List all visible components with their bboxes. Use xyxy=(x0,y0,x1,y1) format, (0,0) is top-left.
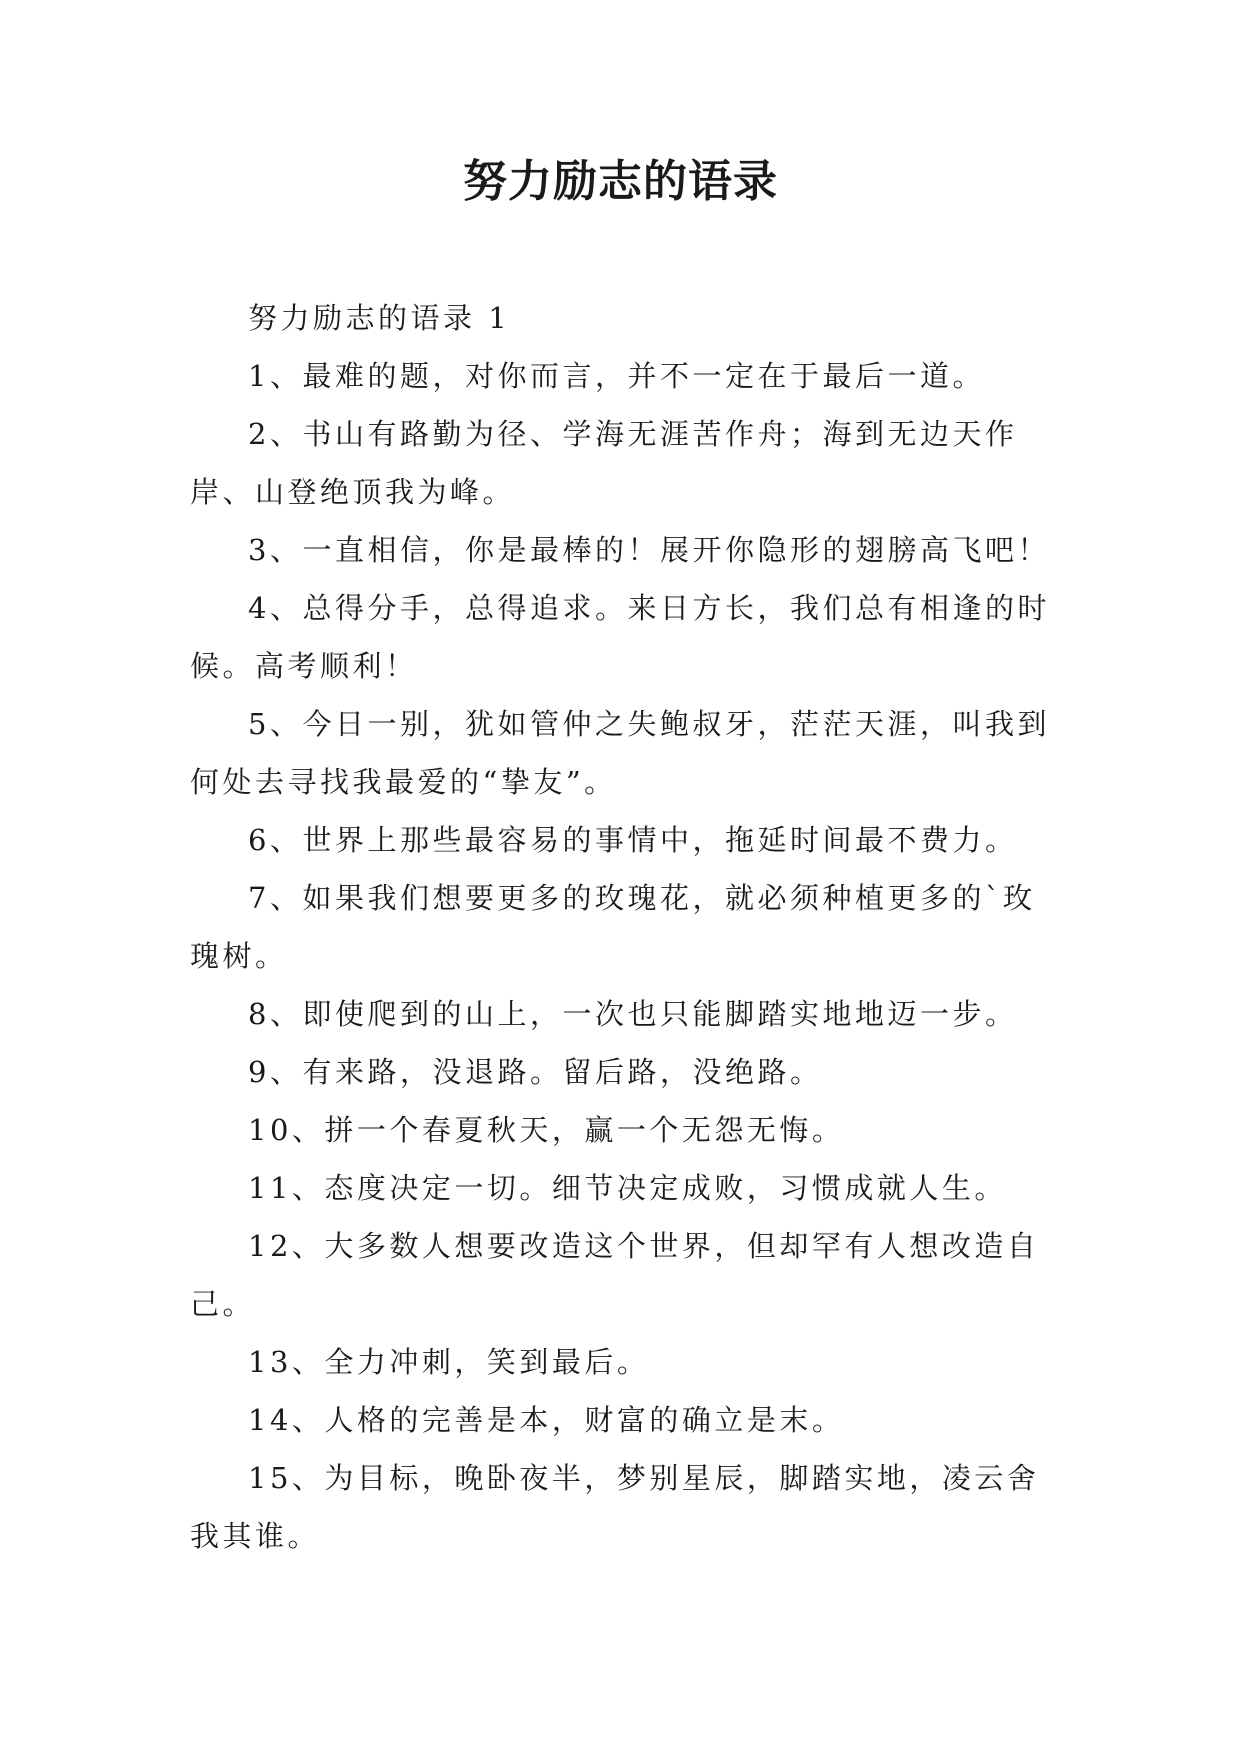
list-item: 15、为目标，晚卧夜半，梦别星辰，脚踏实地，凌云舍我其谁。 xyxy=(190,1461,1040,1553)
list-item: 5、今日一别，犹如管仲之失鲍叔牙，茫茫天涯，叫我到何处去寻找我最爱的“挚友”。 xyxy=(190,707,1050,799)
list-item: 7、如果我们想要更多的玫瑰花，就必须种植更多的`玫瑰树。 xyxy=(190,881,1036,973)
page-title: 努力励志的语录 xyxy=(463,156,778,207)
list-item: 1、最难的题，对你而言，并不一定在于最后一道。 xyxy=(248,359,985,393)
section-heading: 努力励志的语录 1 xyxy=(248,301,511,335)
list-item: 9、有来路，没退路。留后路，没绝路。 xyxy=(248,1055,823,1089)
list-item: 10、拼一个春夏秋天，赢一个无怨无悔。 xyxy=(248,1113,845,1147)
list-item: 3、一直相信，你是最棒的！展开你隐形的翅膀高飞吧！ xyxy=(248,533,1050,567)
list-item: 6、世界上那些最容易的事情中，拖延时间最不费力。 xyxy=(248,823,1018,857)
list-item: 4、总得分手，总得追求。来日方长，我们总有相逢的时候。高考顺利！ xyxy=(190,591,1050,683)
list-item: 12、大多数人想要改造这个世界，但却罕有人想改造自己。 xyxy=(190,1229,1040,1321)
list-item: 11、态度决定一切。细节决定成败，习惯成就人生。 xyxy=(248,1171,1007,1205)
list-item: 13、全力冲刺，笑到最后。 xyxy=(248,1345,650,1379)
document-body xyxy=(190,289,1050,1565)
list-item: 8、即使爬到的山上，一次也只能脚踏实地地迈一步。 xyxy=(248,997,1018,1031)
list-item: 2、书山有路勤为径、学海无涯苦作舟；海到无边天作岸、山登绝顶我为峰。 xyxy=(190,417,1018,509)
list-item: 14、人格的完善是本，财富的确立是末。 xyxy=(248,1403,845,1437)
